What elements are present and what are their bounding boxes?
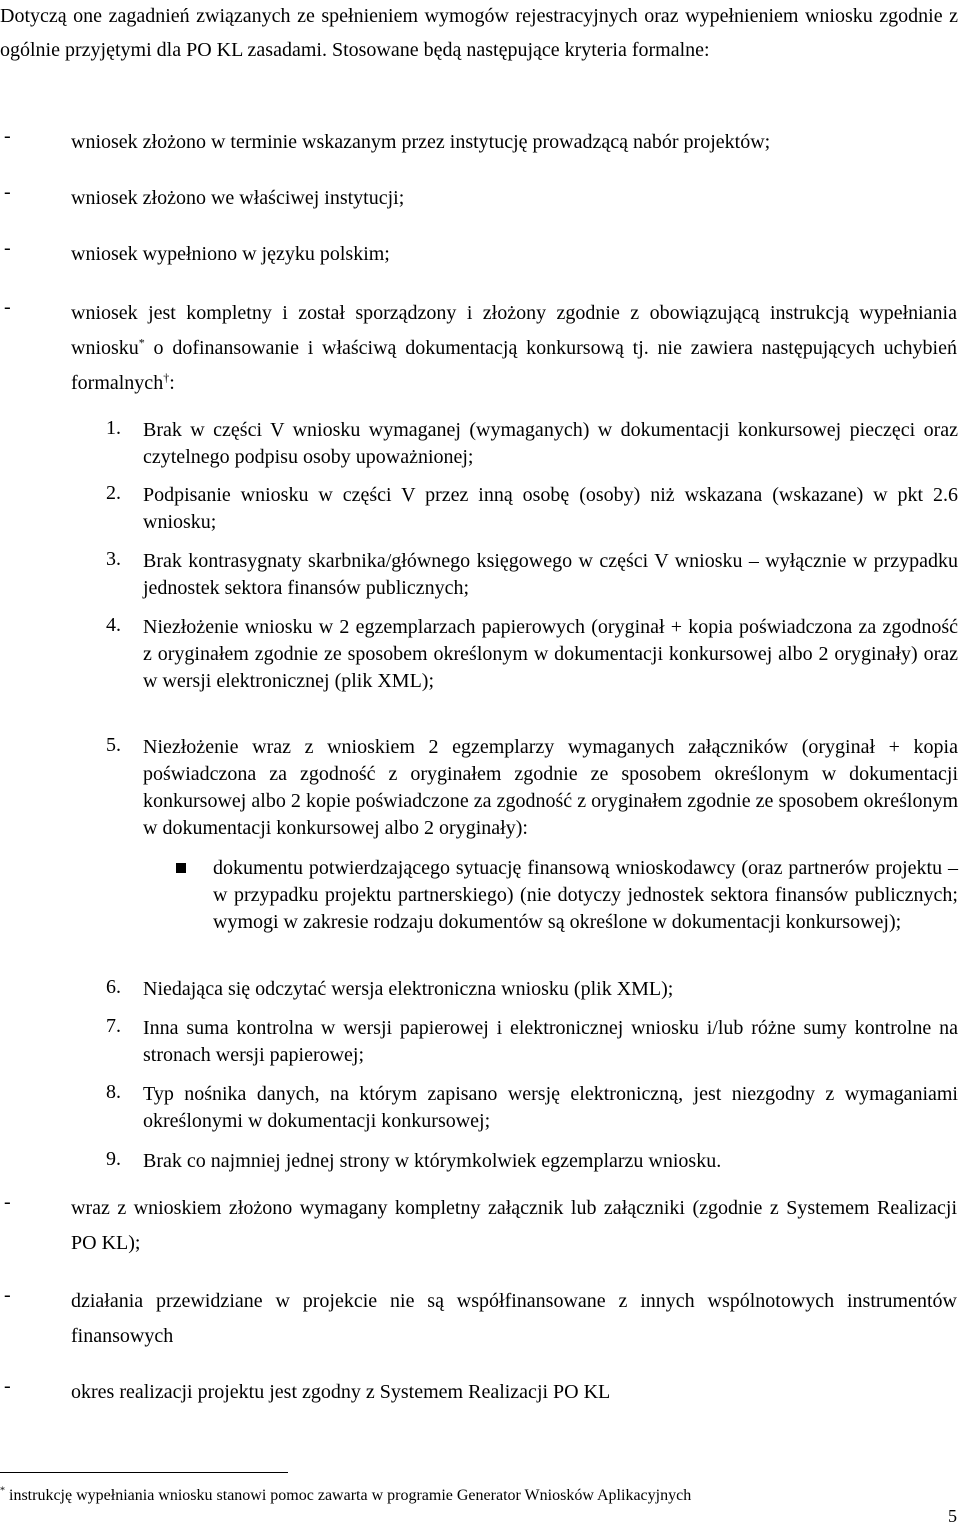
- list-number: 5.: [106, 734, 121, 756]
- footnote-star-mark: *: [138, 335, 145, 350]
- list-number: 7.: [106, 1015, 121, 1037]
- list-item-text: Podpisanie wniosku w części V przez inną osobę (osoby) niż wskazana (wskazane) w pkt 2.6 wniosku;: [143, 484, 958, 533]
- footnote-mark: *: [0, 1485, 5, 1497]
- footnote-text: instrukcję wypełniania wniosku stanowi pomoc zawarta w programie Generator Wniosków Aplikacyjnych: [5, 1487, 692, 1504]
- dash-marker: -: [4, 125, 11, 147]
- dash-marker: -: [4, 296, 11, 318]
- criterion-text: wniosek wypełniono w języku polskim;: [71, 243, 390, 265]
- list-item-text: Niezłożenie wniosku w 2 egzemplarzach papierowych (oryginał + kopia poświadczona za zgodność z oryginałem zgodnie ze sposobem określonym w dokumentacji konkursowej albo 2 oryginały) oraz w wersji elektronicznej (plik XML);: [143, 616, 958, 692]
- completeness-text-middle: o dofinansowanie i właściwą dokumentacją konkursową tj. nie zawiera następujących uchybień formalnych: [71, 337, 957, 394]
- bullet-text: dokumentu potwierdzającego sytuację finansową wnioskodawcy (oraz partnerów projektu – w przypadku projektu partnerskiego) (nie dotyczy jednostek sektora finansów publicznych; wymogi w zakresie rodzaju dokumentów są określone w dokumentacji konkursowej);: [213, 857, 958, 933]
- dash-marker: -: [4, 181, 11, 203]
- list-item-text: Brak w części V wniosku wymaganej (wymaganych) w dokumentacji konkursowej pieczęci oraz czytelnego podpisu osoby upoważnionej;: [143, 419, 958, 468]
- completeness-text-end: :: [169, 372, 175, 394]
- list-item-text: Niezłożenie wraz z wnioskiem 2 egzemplarzy wymaganych załączników (oryginał + kopia poświadczona za zgodność z oryginałem zgodnie ze sposobem określonym w dokumentacji konkursowej albo 2 kopie poświadczone za zgodność z oryginałem zgodnie ze sposobem określonym w dokumentacji konkursowej albo 2 oryginały):: [143, 736, 958, 839]
- list-number: 3.: [106, 548, 121, 570]
- criterion-text: działania przewidziane w projekcie nie są współfinansowane z innych wspólnotowych instrumentów finansowych: [71, 1290, 957, 1347]
- list-item-text: Brak kontrasygnaty skarbnika/głównego księgowego w części V wniosku – wyłącznie w przypadku jednostek sektora finansów publicznych;: [143, 550, 958, 599]
- criterion-text: wniosek złożono w terminie wskazanym przez instytucję prowadzącą nabór projektów;: [71, 131, 771, 153]
- list-item-text: Typ nośnika danych, na którym zapisano wersję elektroniczną, jest niezgodny z wymaganiami określonymi w dokumentacji konkursowej;: [143, 1083, 958, 1132]
- footnote: [0, 1486, 691, 1506]
- criterion-text: wraz z wnioskiem złożono wymagany kompletny załącznik lub załączniki (zgodnie z Systemem Realizacji PO KL);: [71, 1197, 957, 1254]
- dash-marker: -: [4, 1284, 11, 1306]
- criterion-text: [71, 296, 957, 401]
- list-number: 1.: [106, 417, 121, 439]
- square-bullet-icon: [176, 863, 186, 873]
- list-item-text: Brak co najmniej jednej strony w którymkolwiek egzemplarzu wniosku.: [143, 1150, 722, 1172]
- dash-marker: -: [4, 1375, 11, 1397]
- list-number: 9.: [106, 1148, 121, 1170]
- list-number: 8.: [106, 1081, 121, 1103]
- list-item-text: Niedająca się odczytać wersja elektroniczna wniosku (plik XML);: [143, 978, 674, 1000]
- footnote-dagger-mark: †: [163, 370, 170, 385]
- intro-paragraph: Dotyczą one zagadnień związanych ze spełnieniem wymogów rejestracyjnych oraz wypełnieniem wniosku zgodnie z ogólnie przyjętymi dla PO KL zasadami. Stosowane będą następujące kryteria formalne:: [0, 5, 958, 61]
- completeness-text-start: wniosek jest kompletny i został sporządzony i złożony zgodnie z obowiązującą instrukcją wypełniania wniosku: [71, 302, 957, 359]
- dash-marker: -: [4, 1191, 11, 1213]
- list-number: 4.: [106, 614, 121, 636]
- criterion-text: wniosek złożono we właściwej instytucji;: [71, 187, 405, 209]
- list-number: 6.: [106, 976, 121, 998]
- criterion-text: okres realizacji projektu jest zgodny z Systemem Realizacji PO KL: [71, 1381, 611, 1403]
- page-number: 5: [948, 1506, 957, 1526]
- dash-marker: -: [4, 237, 11, 259]
- list-item-text: Inna suma kontrolna w wersji papierowej i elektronicznej wniosku i/lub różne sumy kontrolne na stronach wersji papierowej;: [143, 1017, 958, 1066]
- footnote-divider: [0, 1472, 288, 1473]
- list-number: 2.: [106, 482, 121, 504]
